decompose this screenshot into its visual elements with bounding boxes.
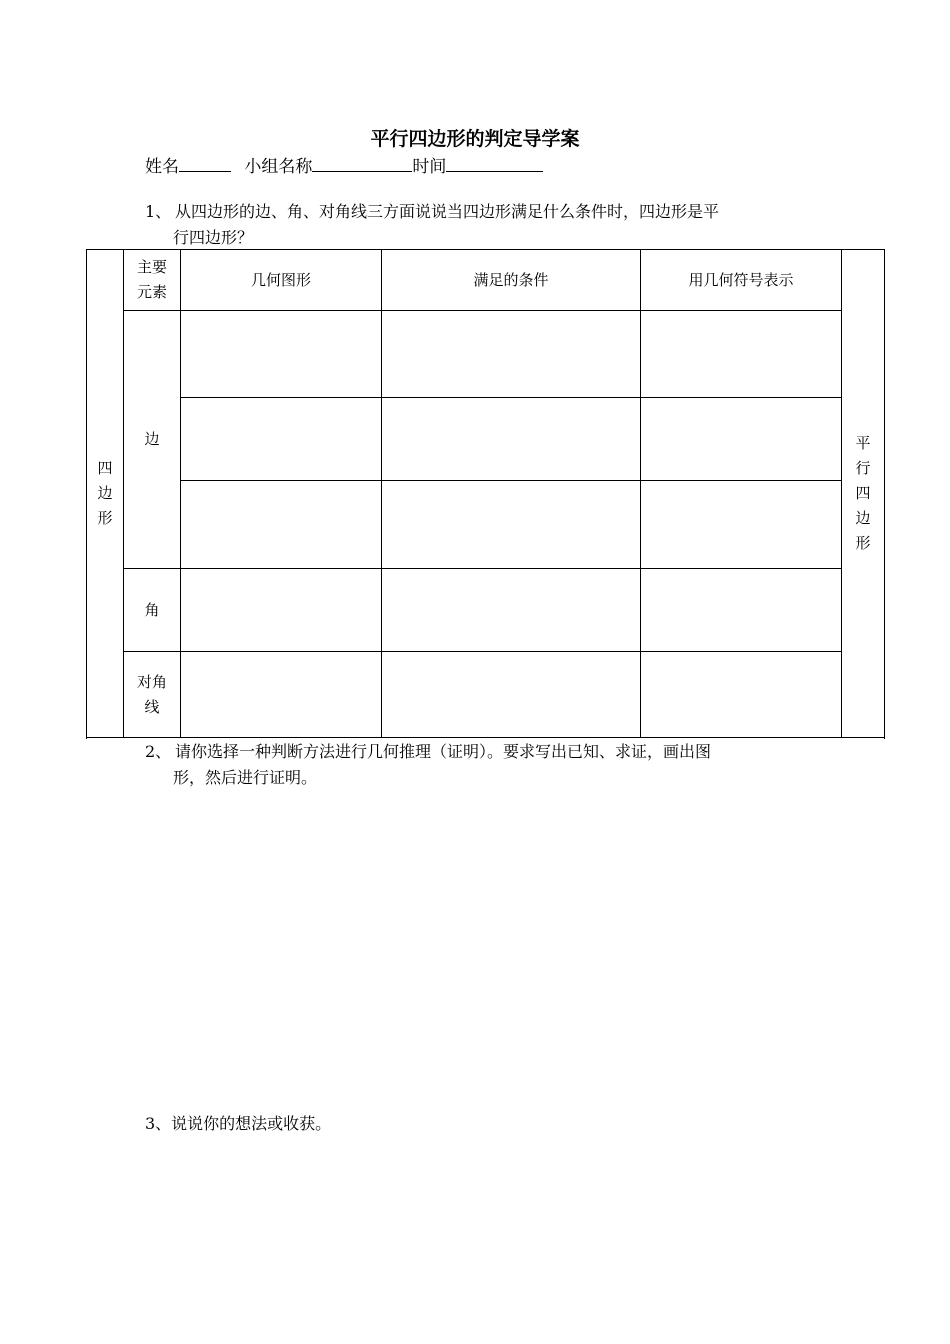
quadrilateral-label-cell	[87, 250, 124, 738]
table-cell[interactable]	[181, 569, 382, 652]
element-header-line2: 元素	[136, 283, 167, 301]
table-cell[interactable]	[382, 481, 641, 569]
table-cell[interactable]	[641, 652, 842, 738]
symbol-header: 用几何符号表示	[641, 250, 842, 311]
question-2	[145, 739, 711, 791]
table-header-row	[87, 250, 885, 311]
table-cell[interactable]	[382, 652, 641, 738]
group-blank[interactable]	[312, 154, 412, 172]
quadrilateral-label: 四边形	[97, 459, 113, 527]
table-cell[interactable]	[382, 311, 641, 398]
group-label: 小组名称	[244, 157, 313, 177]
question-2-number: 2、	[145, 742, 172, 761]
parallelogram-label-cell	[842, 250, 885, 738]
table-cell[interactable]	[382, 569, 641, 652]
table-row	[87, 398, 885, 481]
table-row	[87, 652, 885, 738]
table-cell[interactable]	[641, 398, 842, 481]
table-cell[interactable]	[181, 398, 382, 481]
side-label: 边	[124, 311, 181, 569]
time-blank[interactable]	[446, 154, 543, 172]
diagonal-label-line1: 对角	[136, 672, 167, 691]
name-blank[interactable]	[179, 154, 231, 172]
question-1-line2: 行四边形？	[173, 228, 254, 247]
table-cell[interactable]	[382, 398, 641, 481]
question-2-line1: 请你选择一种判断方法进行几何推理（证明）。要求写出已知、求证，画出图	[175, 742, 712, 761]
table-cell[interactable]	[641, 311, 842, 398]
question-1	[145, 199, 719, 251]
question-3: 3、说说你的想法或收获。	[145, 1114, 332, 1133]
element-header-line1: 主要	[136, 258, 167, 276]
diagonal-label-line2: 线	[144, 697, 160, 716]
time-label: 时间	[412, 157, 447, 177]
figure-header: 几何图形	[181, 250, 382, 311]
question-1-number: 1、	[145, 202, 172, 221]
condition-header: 满足的条件	[382, 250, 641, 311]
criteria-table	[86, 249, 885, 738]
element-header-cell	[124, 250, 181, 311]
student-info-line	[145, 152, 543, 177]
table-row	[87, 311, 885, 398]
page-title: 平行四边形的判定导学案	[370, 128, 580, 150]
table-cell[interactable]	[181, 311, 382, 398]
table-row	[87, 481, 885, 569]
table-cell[interactable]	[641, 569, 842, 652]
table-row	[87, 569, 885, 652]
table-cell[interactable]	[641, 481, 842, 569]
table-cell[interactable]	[181, 481, 382, 569]
parallelogram-label: 平行四边形	[855, 434, 871, 552]
angle-label: 角	[124, 569, 181, 652]
table-cell[interactable]	[181, 652, 382, 738]
question-1-line1: 从四边形的边、角、对角线三方面说说当四边形满足什么条件时，四边形是平	[175, 202, 720, 221]
diagonal-label-cell	[124, 652, 181, 738]
question-2-line2: 形，然后进行证明。	[173, 768, 318, 787]
name-label: 姓名	[145, 157, 179, 177]
